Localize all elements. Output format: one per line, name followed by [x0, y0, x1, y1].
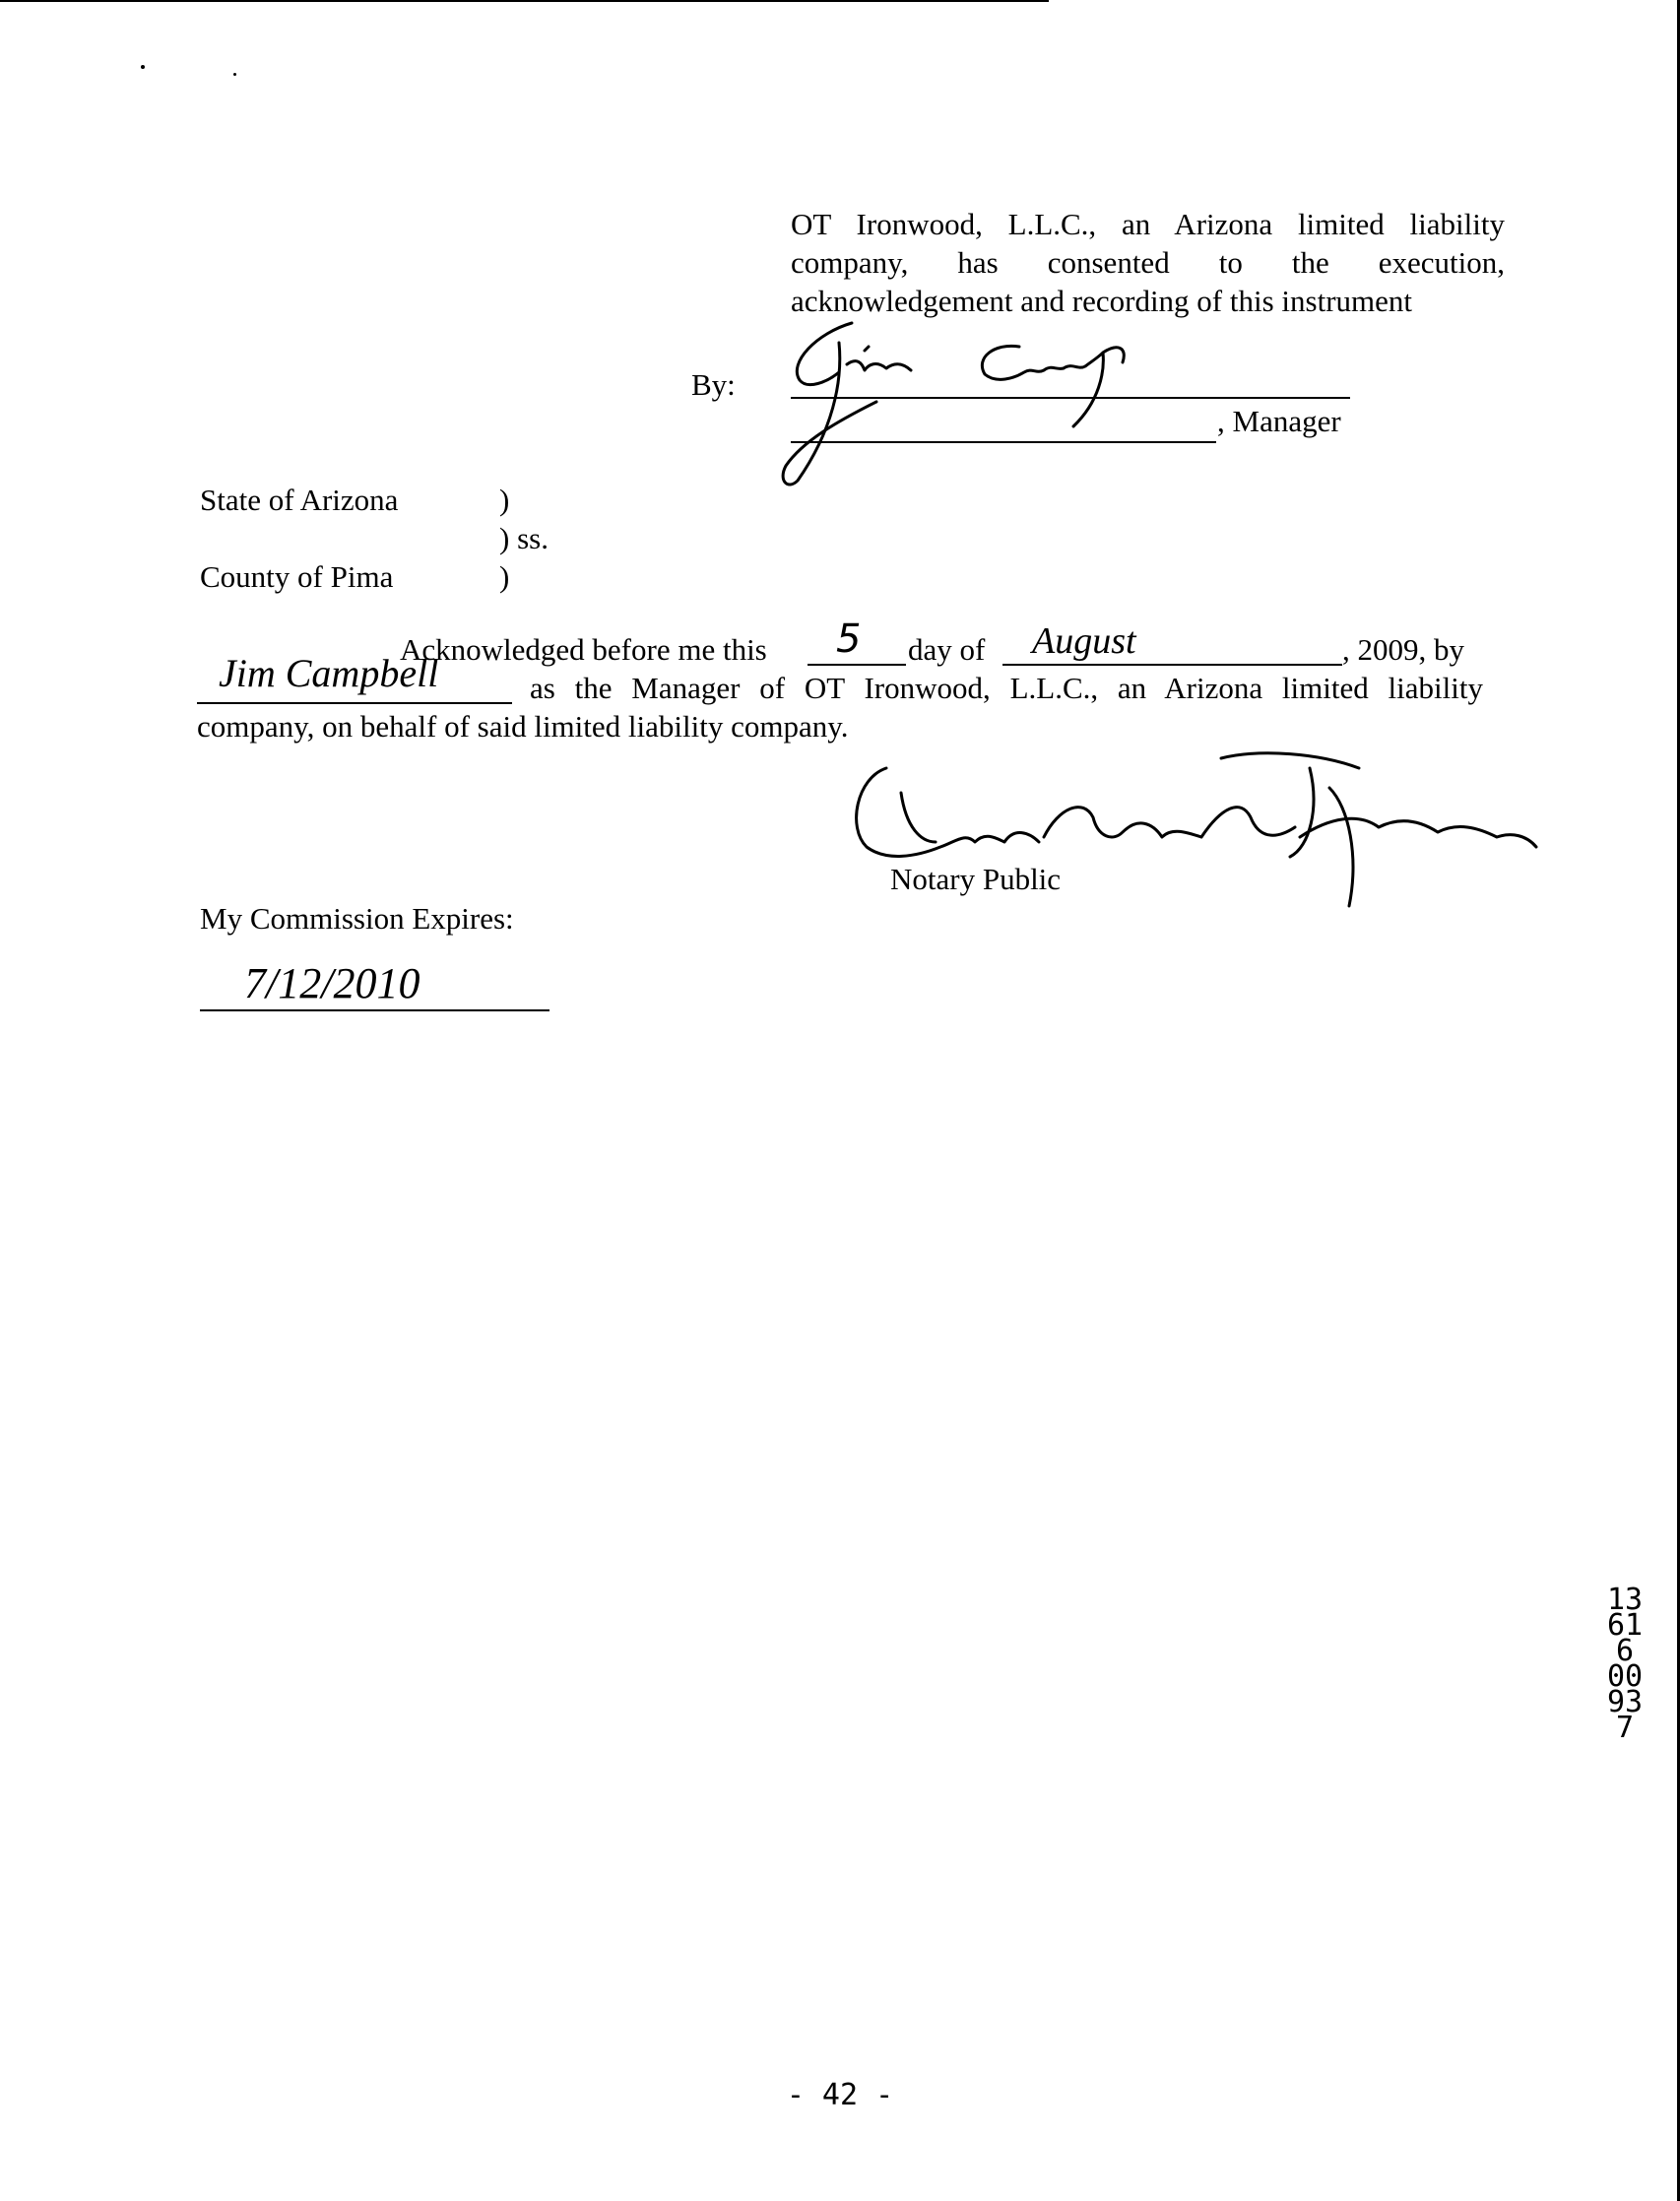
commission-date-handwritten: 7/12/2010	[244, 959, 420, 1007]
ack-text-5: company, on behalf of said limited liability company.	[197, 709, 849, 744]
ack-text-1: Acknowledged before me this	[400, 632, 767, 667]
ack-text-4: as the Manager of OT Ironwood, L.L.C., an Arizona limited liability	[530, 671, 1483, 705]
notary-label: Notary Public	[890, 862, 1062, 896]
ack-text-3: , 2009, by	[1342, 632, 1464, 667]
venue-ss: ) ss.	[499, 521, 549, 555]
day-blank	[808, 664, 906, 666]
month-blank	[1002, 664, 1342, 666]
page-number: - 42 -	[786, 2078, 894, 2112]
ack-text-2: day of	[908, 632, 986, 667]
name-blank	[197, 702, 512, 704]
scan-speck	[233, 73, 236, 76]
manager-title: , Manager	[1217, 404, 1341, 438]
manager-signature	[778, 313, 1241, 495]
consent-line: company, has consented to the execution,	[791, 245, 1505, 280]
by-label: By:	[691, 367, 736, 402]
scan-speck	[141, 65, 145, 69]
venue-paren: )	[499, 483, 510, 517]
month-handwritten: August	[1032, 620, 1136, 662]
scan-edge-top	[0, 0, 1049, 2]
venue-county: County of Pima	[200, 559, 394, 594]
venue-paren: )	[499, 559, 510, 594]
name-handwritten: Jim Campbell	[219, 651, 439, 695]
day-handwritten: 5	[836, 616, 862, 662]
recording-number: 13616 00937	[1606, 1583, 1644, 1745]
commission-label: My Commission Expires:	[200, 901, 514, 936]
consent-paragraph	[791, 205, 1505, 320]
consent-line: OT Ironwood, L.L.C., an Arizona limited liability	[791, 207, 1505, 241]
venue-state: State of Arizona	[200, 483, 399, 517]
consent-line: acknowledgement and recording of this instrument	[791, 284, 1413, 318]
